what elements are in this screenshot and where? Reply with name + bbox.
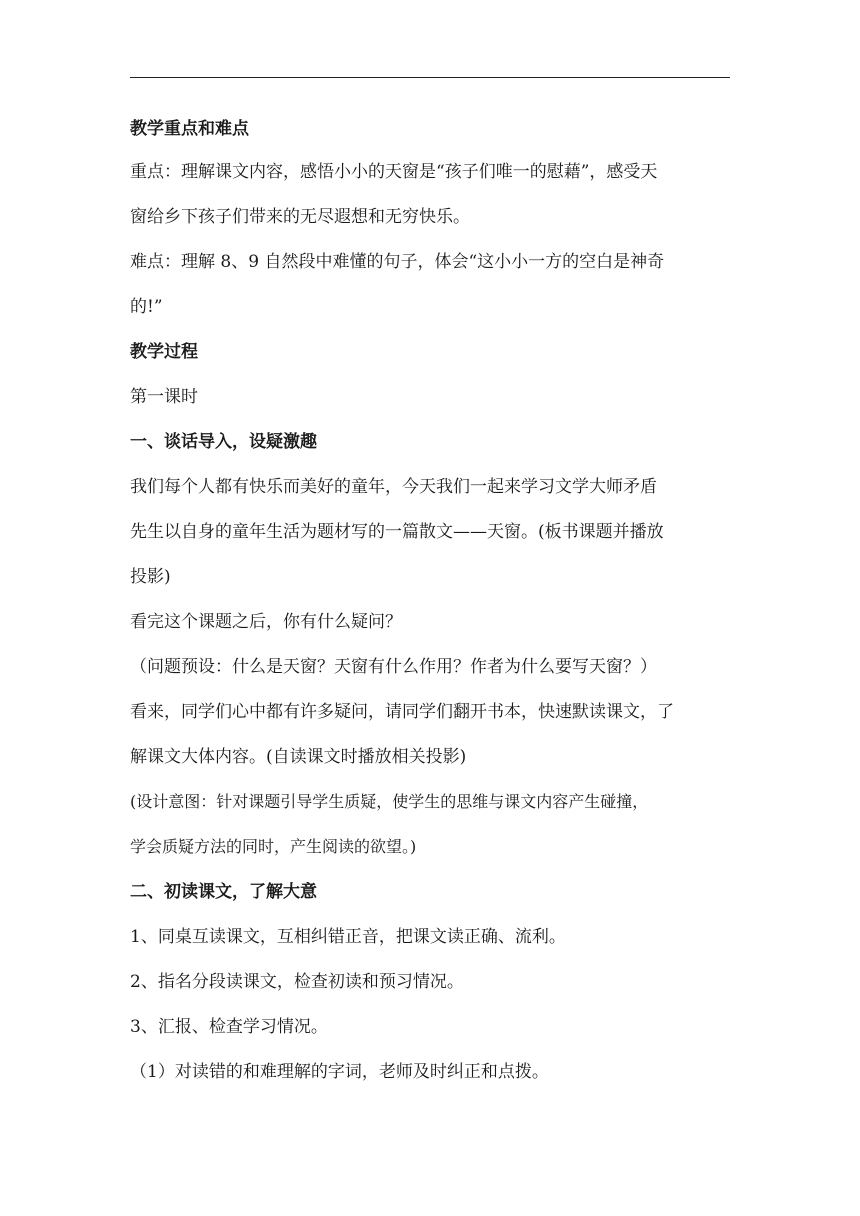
paragraph-line: 投影) (130, 567, 171, 587)
design-intent-line: (设计意图：针对课题引导学生质疑，使学生的思维与课文内容产生碰撞， (130, 792, 649, 811)
paragraph-line: 我们每个人都有快乐而美好的童年，今天我们一起来学习文学大师矛盾 (130, 477, 657, 497)
list-item: 2、指名分段读课文，检查初读和预习情况。 (130, 972, 464, 992)
paragraph-line: 看来，同学们心中都有许多疑问，请同学们翻开书本，快速默读课文，了 (130, 702, 674, 722)
lesson-label: 第一课时 (130, 387, 198, 407)
list-item: 1、同桌互读课文，互相纠错正音，把课文读正确、流利。 (130, 927, 566, 947)
paragraph-line: 解课文大体内容。(自读课文时播放相关投影) (130, 747, 467, 767)
header-rule (130, 77, 730, 78)
paragraph-line: 先生以自身的童年生活为题材写的一篇散文——天窗。(板书课题并播放 (130, 522, 664, 542)
paragraph-line: 重点：理解课文内容，感悟小小的天窗是“孩子们唯一的慰藉”，感受天 (130, 162, 658, 182)
design-intent-line: 学会质疑方法的同时，产生阅读的欲望。) (130, 837, 417, 856)
paragraph-line: 的!” (130, 297, 163, 317)
paragraph-line: 看完这个课题之后，你有什么疑问？ (130, 612, 402, 632)
list-item: 3、汇报、检查学习情况。 (130, 1017, 328, 1037)
section-heading-2: 二、初读课文，了解大意 (130, 882, 317, 902)
section-heading-1: 一、谈话导入，设疑激趣 (130, 432, 317, 452)
paragraph-line: 窗给乡下孩子们带来的无尽遐想和无穷快乐。 (130, 207, 470, 227)
paragraph-line: （问题预设：什么是天窗？天窗有什么作用？作者为什么要写天窗？） (130, 657, 657, 677)
heading-teaching-process: 教学过程 (130, 342, 198, 362)
heading-teaching-focus: 教学重点和难点 (130, 119, 249, 139)
list-item: （1）对读错的和难理解的字词，老师及时纠正和点拨。 (130, 1062, 549, 1082)
paragraph-line: 难点：理解 8、9 自然段中难懂的句子，体会“这小小一方的空白是神奇 (130, 252, 665, 272)
